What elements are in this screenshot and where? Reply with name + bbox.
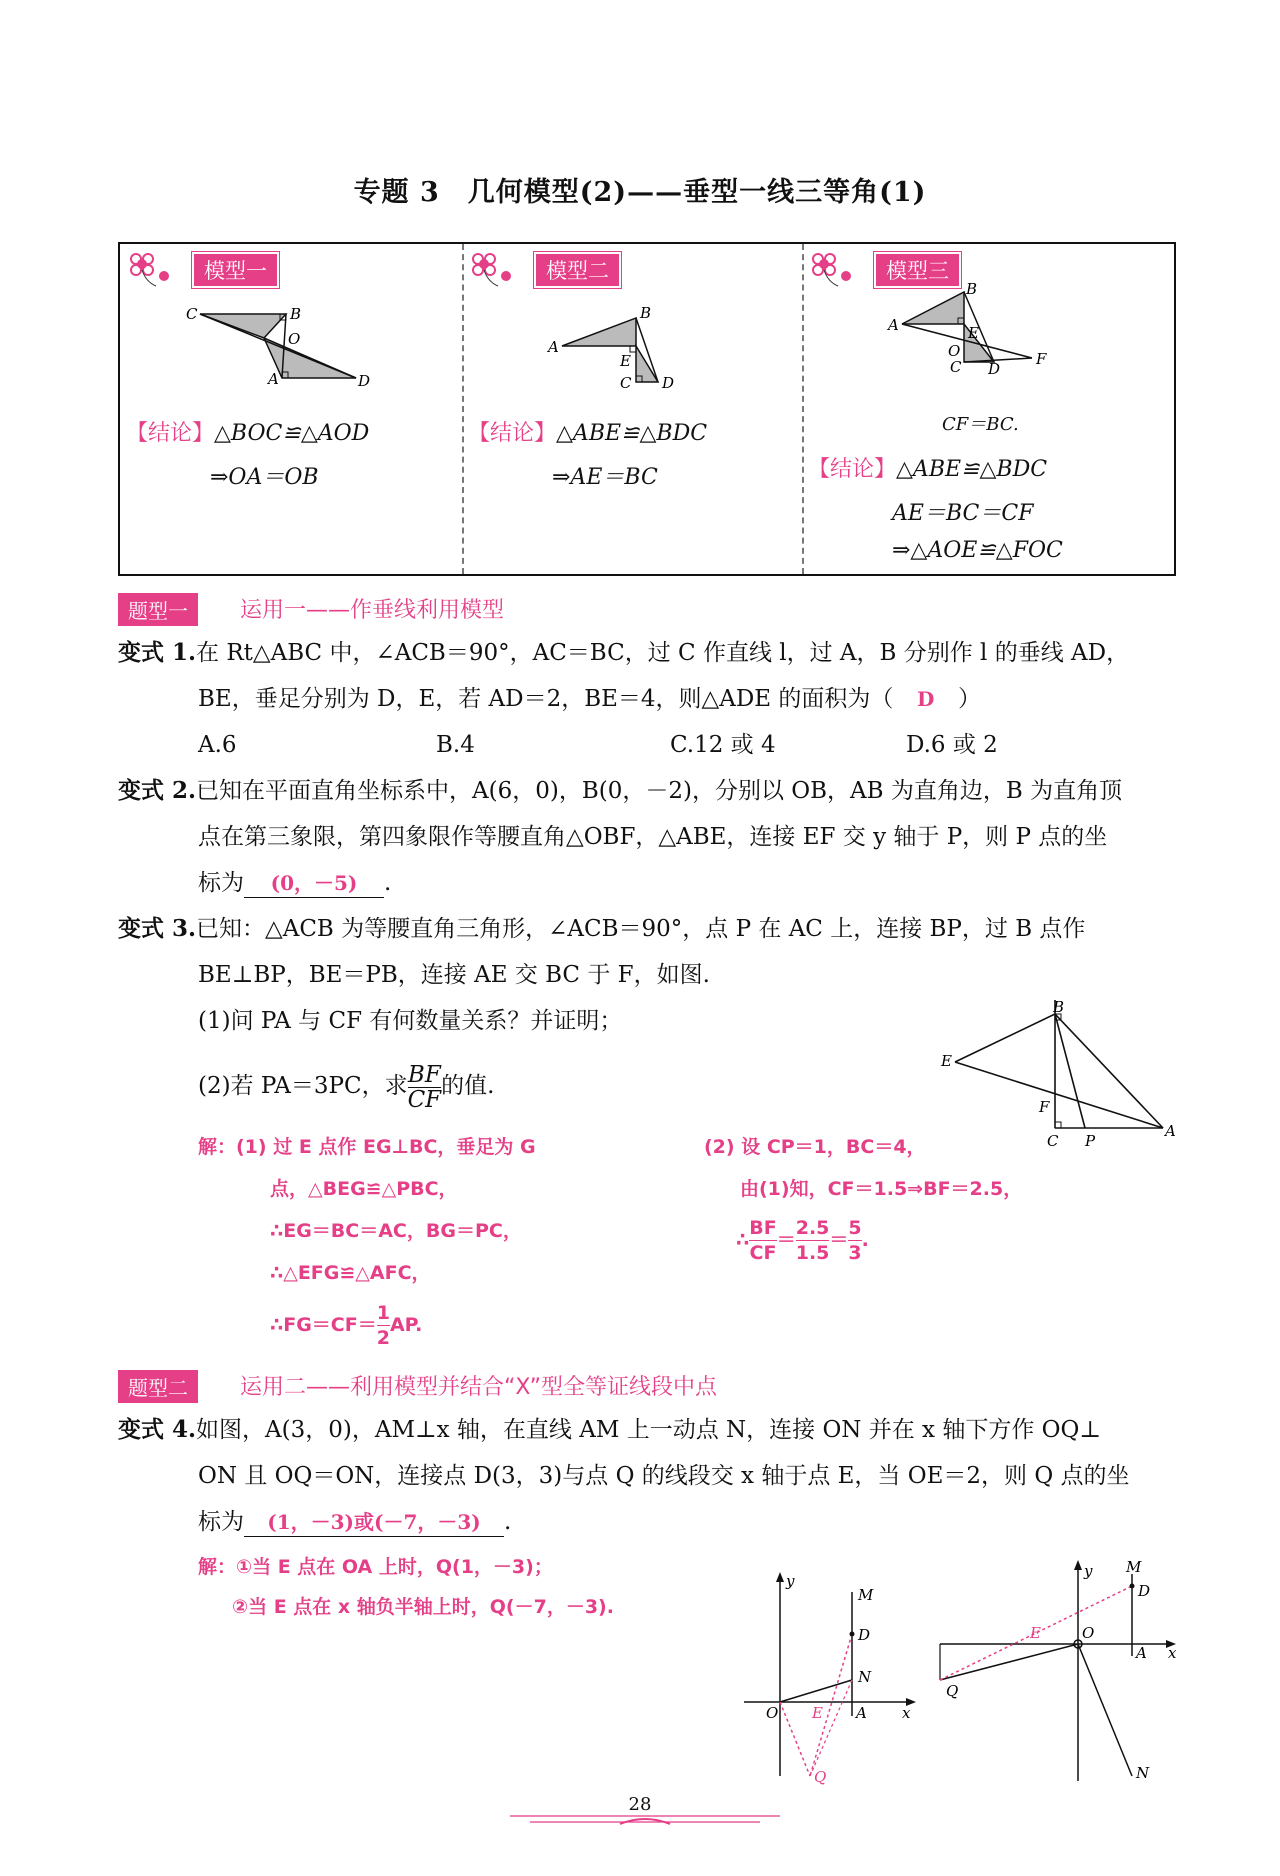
solution-line: ∴△EFG≌△AFC，	[270, 1262, 431, 1284]
point-label: D	[358, 372, 371, 390]
flower-icon	[128, 250, 188, 290]
question-text: 在 Rt△ABC 中，∠ACB＝90°，AC＝BC，过 C 作直线 l，过 A，B 分别作 l 的垂线 AD，	[196, 640, 1130, 666]
point-label: O	[948, 342, 961, 360]
point-label: D	[1138, 1582, 1151, 1600]
question-type-tag: 题型二	[118, 1370, 198, 1403]
fraction	[408, 1063, 442, 1112]
model-summary-box	[118, 242, 1176, 576]
question-text: 标为	[198, 1509, 244, 1535]
answer-text: D	[917, 687, 935, 711]
q1-option-a: A.6	[198, 732, 237, 758]
model-tag: 模型二	[534, 252, 621, 288]
fraction	[377, 1301, 390, 1350]
fraction-numerator: BF	[749, 1217, 777, 1239]
q3-line1	[118, 915, 1085, 943]
question-text: (2)若 PA＝3PC，求	[198, 1073, 408, 1099]
fraction-numerator: 2.5	[795, 1217, 830, 1239]
fraction	[749, 1216, 776, 1265]
conclusion-bracket: 【结论】	[808, 457, 897, 482]
point-label: B	[966, 282, 978, 298]
conclusion-text: △BOC≌△AOD	[214, 421, 370, 446]
model-three-result: AE＝BC＝CF	[892, 501, 1034, 526]
question-label: 变式 3.	[118, 915, 197, 942]
model-two-figure	[532, 304, 742, 414]
fraction-denominator: 2	[376, 1327, 390, 1349]
point-label: E	[620, 352, 631, 370]
question-text: 已知：△ACB 为等腰直角三角形，∠ACB＝90°，点 P 在 AC 上，连接 BP，过 B 点作	[196, 916, 1086, 942]
model-one	[120, 244, 462, 574]
point-label: C	[1047, 1132, 1059, 1150]
question-label: 变式 1.	[118, 639, 197, 666]
q1-option-b: B.4	[436, 732, 475, 758]
fraction-numerator: 1	[376, 1302, 390, 1324]
point-label: A	[268, 370, 279, 388]
answer-text: (1，－3)或(－7，－3)	[244, 1508, 504, 1537]
fraction-numerator: 5	[848, 1217, 862, 1239]
q1-option-d: D.6 或 2	[906, 732, 998, 758]
point-label: O	[1082, 1624, 1095, 1642]
fraction	[796, 1216, 830, 1265]
model-two-conclusion	[468, 416, 707, 447]
solution-text: .	[861, 1229, 869, 1251]
model-three-note: CF＝BC.	[942, 414, 1019, 435]
point-label: Q	[814, 1768, 827, 1786]
flower-icon	[810, 250, 870, 290]
axis-label: x	[1168, 1644, 1177, 1662]
question-text: BE，垂足分别为 D，E，若 AD＝2，BE＝4，则△ADE 的面积为（	[198, 686, 894, 712]
point-label: C	[620, 374, 632, 392]
model-two-result: ⇒AE＝BC	[552, 465, 658, 490]
model-one-figure	[176, 304, 406, 404]
solution-line: 解：(1) 过 E 点作 EG⊥BC，垂足为 G	[198, 1136, 536, 1158]
solution-line	[270, 1298, 422, 1352]
page-title: 专题 3 几何模型(2)——垂型一线三等角(1)	[353, 177, 927, 208]
point-label: F	[1039, 1098, 1050, 1116]
point-label: C	[950, 358, 962, 376]
point-label: M	[858, 1586, 874, 1604]
question-text: 如图，A(3，0)，AM⊥x 轴，在直线 AM 上一动点 N，连接 ON 并在 x 轴下方作 OQ⊥	[196, 1417, 1101, 1443]
point-label: M	[1126, 1558, 1142, 1576]
question-type-desc: 运用一——作垂线利用模型	[240, 598, 505, 623]
point-label: A	[1136, 1644, 1147, 1662]
point-label: E	[968, 324, 979, 342]
q4-line1	[118, 1416, 1101, 1444]
q4-line3	[198, 1508, 511, 1537]
fraction	[848, 1216, 861, 1265]
q3-part1: (1)问 PA 与 CF 有何数量关系？并证明；	[198, 1008, 623, 1034]
point-label: B	[640, 304, 652, 322]
conclusion-text: △ABE≌△BDC	[556, 421, 708, 446]
fraction-denominator: CF	[749, 1242, 777, 1264]
solution-line: ∴ $\frac{BF}{CF}$ ＝ $\frac{2.5}{1.5}$ ＝ $\frac{5}{3}$ .	[736, 1217, 869, 1264]
point-label: D	[988, 360, 1001, 378]
solution-text: ∴	[736, 1229, 750, 1251]
model-two	[462, 244, 802, 574]
q2-line3	[198, 869, 391, 898]
point-label: B	[1053, 1000, 1065, 1016]
fraction-denominator: 1.5	[795, 1242, 830, 1264]
solution-text: AP.	[389, 1314, 423, 1336]
point-label: E	[941, 1052, 952, 1070]
point-label: A	[548, 338, 559, 356]
model-one-conclusion	[126, 416, 369, 447]
question-type-tag: 题型一	[118, 593, 198, 626]
conclusion-bracket: 【结论】	[468, 421, 557, 446]
answer-text: (0，－5)	[244, 869, 384, 898]
fraction-denominator: CF	[407, 1086, 442, 1113]
q2-line2: 点在第三象限，第四象限作等腰直角△OBF，△ABE，连接 EF 交 y 轴于 P，则 P 点的坐	[198, 824, 1108, 850]
q4-figure-2	[936, 1556, 1186, 1786]
solution-line: ②当 E 点在 x 轴负半轴上时，Q(－7，－3).	[232, 1596, 614, 1618]
point-label: A	[1165, 1122, 1176, 1140]
model-three-conclusion	[808, 452, 1047, 483]
solution-line: 解：①当 E 点在 OA 上时，Q(1，－3)；	[198, 1556, 553, 1578]
question-type-desc: 运用二——利用模型并结合“X”型全等证线段中点	[240, 1375, 717, 1400]
point-label: O	[766, 1704, 779, 1722]
q2-line1	[118, 777, 1122, 805]
question-text: .	[384, 870, 392, 896]
point-label: D	[858, 1626, 871, 1644]
axis-label: y	[786, 1572, 795, 1590]
solution-line: 点，△BEG≌△PBC，	[270, 1178, 458, 1200]
model-three-figure	[872, 282, 1092, 392]
model-three-result2: ⇒△AOE≌△FOC	[892, 538, 1063, 563]
solution-text: ∴FG＝CF＝	[270, 1314, 377, 1336]
q1-line2	[198, 685, 981, 713]
point-label: A	[856, 1704, 867, 1722]
point-label: N	[858, 1668, 872, 1686]
q4-line2: ON 且 OQ＝ON，连接点 D(3，3)与点 Q 的线段交 x 轴于点 E，当 OE＝2，则 Q 点的坐	[198, 1463, 1130, 1489]
fraction-denominator: 3	[848, 1242, 862, 1264]
q3-part2	[198, 1058, 494, 1118]
axis-label: y	[1084, 1562, 1093, 1580]
point-label: O	[288, 330, 301, 348]
point-label: D	[662, 374, 675, 392]
flower-icon	[470, 250, 530, 290]
question-text: ）	[958, 686, 982, 712]
model-tag: 模型三	[874, 252, 961, 288]
model-tag: 模型一	[192, 252, 279, 288]
point-label: Q	[946, 1682, 959, 1700]
question-label: 变式 2.	[118, 777, 197, 804]
question-text: .	[504, 1509, 512, 1535]
question-text: 的值.	[441, 1073, 495, 1099]
point-label: N	[1136, 1764, 1150, 1782]
point-label: B	[290, 305, 302, 323]
solution-line: (2) 设 CP＝1，BC＝4，	[704, 1136, 926, 1158]
point-label: C	[186, 305, 198, 323]
q1-line1	[118, 639, 1129, 667]
solution-line: 由(1)知，CF＝1.5⇒BF＝2.5，	[740, 1178, 1023, 1200]
q4-figure-1	[740, 1566, 920, 1786]
q3-figure	[935, 1000, 1185, 1150]
conclusion-text: △ABE≌△BDC	[896, 457, 1048, 482]
conclusion-bracket: 【结论】	[126, 421, 215, 446]
point-label: F	[1036, 350, 1047, 368]
question-text: 标为	[198, 870, 244, 896]
q1-option-c: C.12 或 4	[670, 732, 776, 758]
model-one-result: ⇒OA＝OB	[210, 465, 319, 490]
q3-line2: BE⊥BP，BE＝PB，连接 AE 交 BC 于 F，如图.	[198, 962, 710, 988]
model-three	[802, 244, 1176, 574]
fraction-numerator: BF	[407, 1061, 441, 1088]
page-number: 28	[628, 1794, 652, 1815]
point-label: A	[888, 316, 899, 334]
question-text: 已知在平面直角坐标系中，A(6，0)，B(0，－2)，分别以 OB，AB 为直角边，B 为直角顶	[196, 778, 1123, 804]
point-label: E	[812, 1704, 823, 1722]
axis-label: x	[902, 1704, 911, 1722]
solution-line: ∴EG＝BC＝AC，BG＝PC，	[270, 1220, 522, 1242]
question-label: 变式 4.	[118, 1416, 197, 1443]
point-label: E	[1030, 1624, 1041, 1642]
point-label: P	[1085, 1132, 1096, 1150]
